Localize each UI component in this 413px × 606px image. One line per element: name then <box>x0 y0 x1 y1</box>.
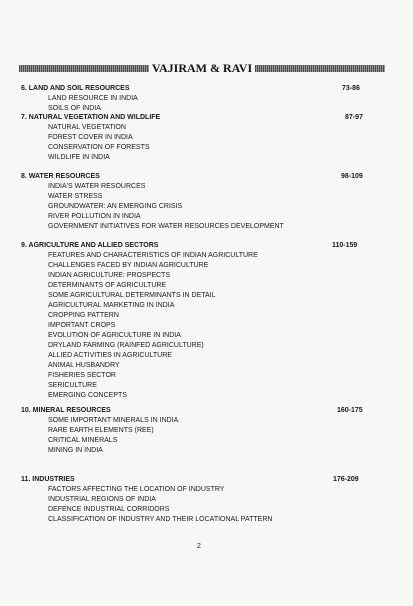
toc-section <box>21 241 385 401</box>
topic-item: DETERMINANTS OF AGRICULTURE <box>48 282 167 289</box>
topic-item: LAND RESOURCE IN INDIA <box>48 95 138 102</box>
topic-item: ANIMAL HUSBANDRY <box>48 362 120 369</box>
topic-item: INDIA'S WATER RESOURCES <box>48 183 146 190</box>
toc-section <box>21 406 385 456</box>
topic-item: SOME IMPORTANT MINERALS IN INDIA <box>48 417 179 424</box>
toc-section <box>21 475 385 525</box>
topic-item: SERICULTURE <box>48 382 97 389</box>
toc-section <box>21 84 385 114</box>
section-page-range: 87-97 <box>345 114 363 121</box>
topic-item: IMPORTANT CROPS <box>48 322 116 329</box>
section-topic-list <box>21 416 385 456</box>
topic-item: CRITICAL MINERALS <box>48 437 118 444</box>
topic-item: GROUNDWATER: AN EMERGING CRISIS <box>48 203 183 210</box>
section-title: 11. INDUSTRIES <box>21 476 75 483</box>
brand-title: VAJIRAM & RAVI <box>151 61 253 75</box>
topic-item: RARE EARTH ELEMENTS (REE) <box>48 427 154 434</box>
topic-item: FISHERIES SECTOR <box>48 372 116 379</box>
section-title: 6. LAND AND SOIL RESOURCES <box>21 85 130 92</box>
section-topic-list <box>21 123 385 163</box>
topic-item: EMERGING CONCEPTS <box>48 392 127 399</box>
section-page-range: 110-159 <box>332 242 358 249</box>
toc-section <box>21 113 385 163</box>
topic-item: EVOLUTION OF AGRICULTURE IN INDIA <box>48 332 181 339</box>
section-topic-list <box>21 182 385 232</box>
topic-item: CHALLENGES FACED BY INDIAN AGRICULTURE <box>48 262 209 269</box>
topic-item: RIVER POLLUTION IN INDIA <box>48 213 141 220</box>
section-title: 10. MINERAL RESOURCES <box>21 407 111 414</box>
section-topic-list <box>21 251 385 401</box>
topic-item: WATER STRESS <box>48 193 103 200</box>
topic-item: DRYLAND FARMING (RAINFED AGRICULTURE) <box>48 342 204 349</box>
topic-item: SOME AGRICULTURAL DETERMINANTS IN DETAIL <box>48 292 216 299</box>
header-band <box>19 63 385 74</box>
section-page-range: 98-109 <box>341 173 363 180</box>
section-page-range: 73-86 <box>342 85 360 92</box>
header-bar-left <box>19 65 149 72</box>
section-page-range: 160-175 <box>337 407 363 414</box>
topic-item: FOREST COVER IN INDIA <box>48 134 133 141</box>
section-title: 8. WATER RESOURCES <box>21 173 100 180</box>
topic-item: WILDLIFE IN INDIA <box>48 154 110 161</box>
section-topic-list <box>21 94 385 114</box>
topic-item: INDUSTRIAL REGIONS OF INDIA <box>48 496 156 503</box>
section-page-range: 176-209 <box>333 476 359 483</box>
page-number: 2 <box>197 543 201 550</box>
topic-item: CROPPING PATTERN <box>48 312 119 319</box>
topic-item: SOILS OF INDIA <box>48 105 101 112</box>
section-title: 7. NATURAL VEGETATION AND WILDLIFE <box>21 114 161 121</box>
header-bar-right <box>255 65 385 72</box>
topic-item: NATURAL VEGETATION <box>48 124 126 131</box>
section-title: 9. AGRICULTURE AND ALLIED SECTORS <box>21 242 159 249</box>
topic-item: CONSERVATION OF FORESTS <box>48 144 150 151</box>
topic-item: FACTORS AFFECTING THE LOCATION OF INDUSTRY <box>48 486 225 493</box>
topic-item: INDIAN AGRICULTURE: PROSPECTS <box>48 272 171 279</box>
toc-section <box>21 172 385 232</box>
topic-item: GOVERNMENT INITIATIVES FOR WATER RESOURCES DEVELOPMENT <box>48 223 284 230</box>
topic-item: FEATURES AND CHARACTERISTICS OF INDIAN AGRICULTURE <box>48 252 258 259</box>
section-topic-list <box>21 485 385 525</box>
topic-item: MINING IN INDIA <box>48 447 103 454</box>
topic-item: AGRICULTURAL MARKETING IN INDIA <box>48 302 175 309</box>
topic-item: ALLIED ACTIVITIES IN AGRICULTURE <box>48 352 172 359</box>
topic-item: DEFENCE INDUSTRIAL CORRIDORS <box>48 506 170 513</box>
topic-item: CLASSIFICATION OF INDUSTRY AND THEIR LOCATIONAL PATTERN <box>48 516 273 523</box>
